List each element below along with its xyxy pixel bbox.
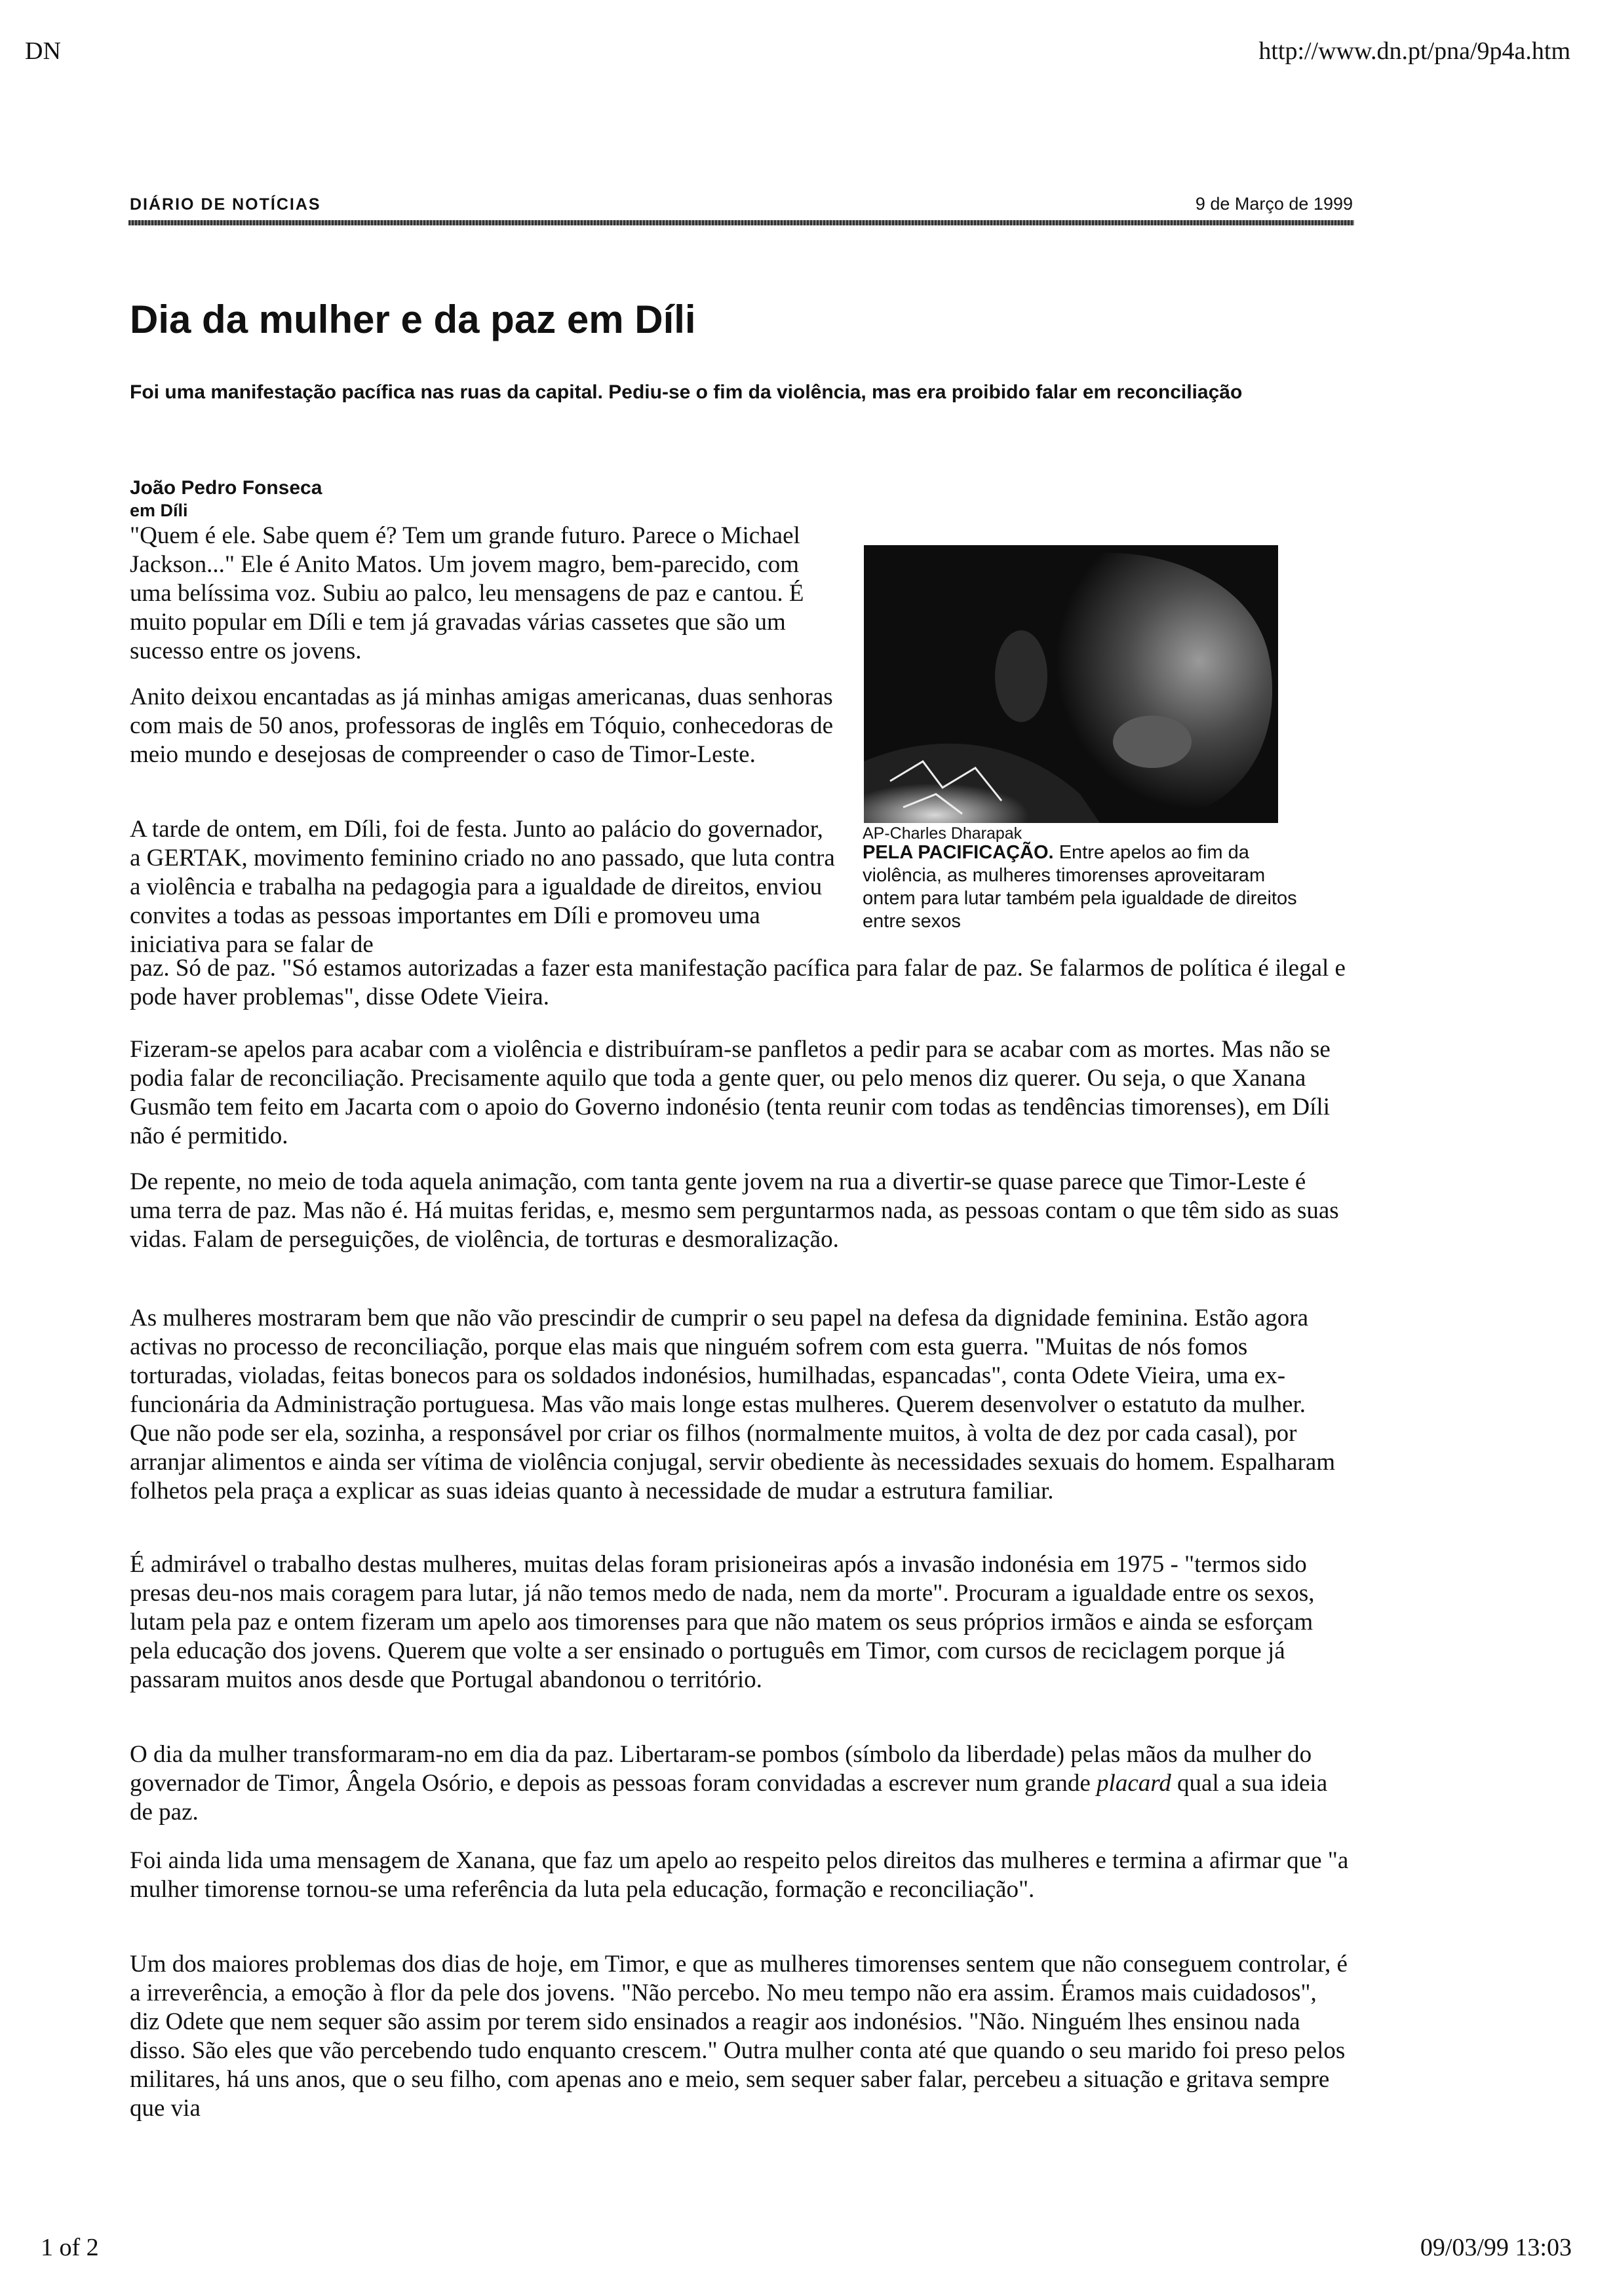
- print-timestamp: 09/03/99 13:03: [1420, 2234, 1572, 2261]
- article-paragraph: É admirável o trabalho destas mulheres, muitas delas foram prisioneiras após a invasão indonésia em 1975 - "termos sido presas deu-nos mais coragem para lutar, já não temos medo de nada, nem da morte". Procuram a igualdade entre os sexos, lutam pela paz e ontem fizeram um apelo aos timorenses para que não matem os seus próprios irmãos e ainda se esforçam pela educação dos jovens. Querem que volte a ser ensinado o português em Timor, com cursos de reciclagem porque já passaram muitos anos desde que Portugal abandonou o território.: [130, 1551, 1315, 1693]
- article-headline: Dia da mulher e da paz em Díli: [130, 297, 696, 341]
- photo-image: [864, 545, 1278, 823]
- page-number: 1 of 2: [41, 2234, 99, 2261]
- article-location: em Díli: [130, 501, 188, 520]
- article-author: João Pedro Fonseca: [130, 477, 322, 499]
- publication-date: 9 de Março de 1999: [1195, 194, 1353, 214]
- caption-title: PELA PACIFICAÇÃO.: [863, 842, 1054, 863]
- paragraph-text: O dia da mulher transformaram-no em dia da paz. Libertaram-se pombos (símbolo da liberdade) pelas mãos da mulher do governador de Timor, Ângela Osório, e depois as pessoas foram convidadas a escrever num grande: [130, 1741, 1312, 1797]
- article-paragraph: paz. Só de paz. "Só estamos autorizadas a fazer esta manifestação pacífica para falar de paz. Se falarmos de política é ilegal e pode haver problemas", disse Odete Vieira.: [130, 955, 1346, 1010]
- article-paragraph: De repente, no meio de toda aquela animação, com tanta gente jovem na rua a divertir-se quase parece que Timor-Leste é uma terra de paz. Mas não é. Há muitas feridas, e, mesmo sem perguntarmos nada, as pessoas contam o que têm sido as suas vidas. Falam de perseguições, de violência, de torturas e desmoralização.: [130, 1168, 1339, 1253]
- photo-caption: [863, 841, 1308, 933]
- photo-credit: AP-Charles Dharapak: [863, 824, 1022, 843]
- article-paragraph: A tarde de ontem, em Díli, foi de festa. Junto ao palácio do governador, a GERTAK, movimento feminino criado no ano passado, que luta contra a violência e trabalha na pedagogia para a igualdade de direitos, enviou convites a todas as pessoas importantes em Díli e promoveu uma iniciativa para se falar de: [130, 816, 835, 958]
- paragraph-italic-text: placard: [1097, 1770, 1171, 1797]
- article-paragraph: "Quem é ele. Sabe quem é? Tem um grande futuro. Parece o Michael Jackson..." Ele é Anito Matos. Um jovem magro, bem-parecido, com uma belíssima voz. Subiu ao palco, leu mensagens de paz e cantou. É muito popular em Díli e tem já gravadas várias cassetes que são um sucesso entre os jovens.: [130, 522, 804, 664]
- article-paragraph: Foi ainda lida uma mensagem de Xanana, que faz um apelo ao respeito pelos direitos das mulheres e termina a afirmar que "a mulher timorense tornou-se uma referência da luta pela educação, formação e reconciliação".: [130, 1847, 1349, 1903]
- caption-text: Entre apelos ao fim da violência, as mulheres timorenses aproveitaram ontem para lutar também pela igualdade de direitos entre sexos: [863, 842, 1297, 932]
- masthead-rule: [128, 220, 1354, 225]
- article-standfirst: Foi uma manifestação pacífica nas ruas da capital. Pediu-se o fim da violência, mas era proibido falar em reconciliação: [130, 381, 1243, 403]
- article-paragraph: Fizeram-se apelos para acabar com a violência e distribuíram-se panfletos a pedir para se acabar com as mortes. Mas não se podia falar de reconciliação. Precisamente aquilo que toda a gente quer, ou pelo menos diz querer. Ou seja, o que Xanana Gusmão tem feito em Jacarta com o apoio do Governo indonésio (tenta reunir com todas as tendências timorenses), em Díli não é permitido.: [130, 1036, 1331, 1149]
- newspaper-masthead: DIÁRIO DE NOTÍCIAS: [130, 195, 321, 214]
- paragraph-text: qual a sua ideia de paz.: [130, 1770, 1328, 1826]
- article-paragraph: [130, 1740, 1349, 1827]
- print-header-url: http://www.dn.pt/pna/9p4a.htm: [1258, 37, 1570, 65]
- article-paragraph: Um dos maiores problemas dos dias de hoje, em Timor, e que as mulheres timorenses sentem que não conseguem controlar, é a irreverência, a emoção à flor da pele dos jovens. "Não percebo. No meu tempo não era assim. Éramos mais cuidadosos", diz Odete que nem sequer são assim por terem sido ensinados a reagir aos indonésios. "Não. Ninguém lhes ensinou nada disso. São eles que vão percebendo tudo enquanto crescem." Outra mulher conta até que quando o seu marido foi preso pelos militares, há uns anos, que o seu filho, com apenas ano e meio, sem sequer saber falar, percebeu a situação e gritava sempre que via: [130, 1951, 1348, 2122]
- article-paragraph: Anito deixou encantadas as já minhas amigas americanas, duas senhoras com mais de 50 anos, professoras de inglês em Tóquio, conhecedoras de meio mundo e desejosas de compreender o caso de Timor-Leste.: [130, 683, 834, 768]
- article-paragraph: As mulheres mostraram bem que não vão prescindir de cumprir o seu papel na defesa da dignidade feminina. Estão agora activas no processo de reconciliação, porque elas mais que ninguém sofrem com esta guerra. "Muitas de nós fomos torturadas, violadas, feitas bonecos para os soldados indonésios, humilhadas, espancadas", conta Odete Vieira, uma ex-funcionária da Administração portuguesa. Mas vão mais longe estas mulheres. Querem desenvolver o estatuto da mulher. Que não pode ser ela, sozinha, a responsável por criar os filhos (normalmente muitos, à volta de dez por cada casal), por arranjar alimentos e ainda ser vítima de violência conjugal, servir obediente às necessidades sexuais do homem. Espalharam folhetos pela praça a explicar as suas ideias quanto à necessidade de mudar a estrutura familiar.: [130, 1305, 1336, 1504]
- article-photo: [864, 545, 1278, 823]
- print-header-site: DN: [25, 37, 61, 65]
